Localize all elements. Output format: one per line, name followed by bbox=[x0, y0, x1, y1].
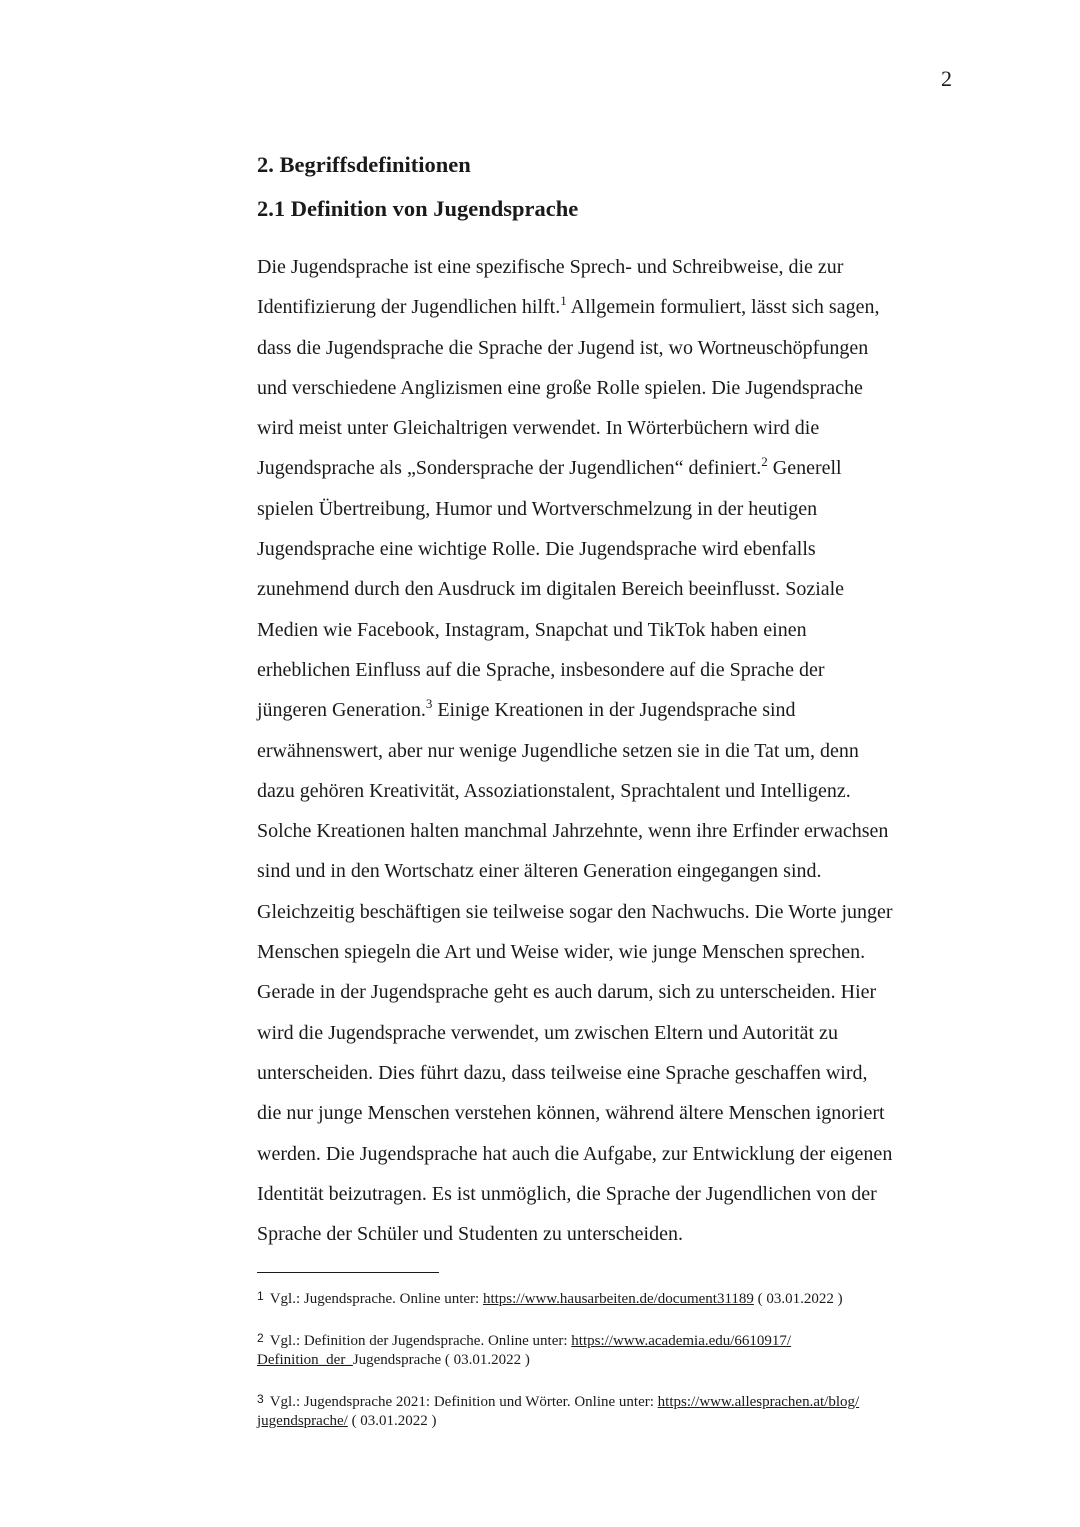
text-line: Gleichzeitig beschäftigen sie teilweise sogar den Nachwuchs. Die Worte junger bbox=[257, 900, 893, 923]
footnote-text: Vgl.: Definition der Jugendsprache. Online unter: bbox=[269, 1333, 572, 1349]
footnote-3 bbox=[257, 1390, 957, 1431]
section-heading: 2. Begriffsdefinitionen bbox=[257, 152, 471, 177]
subsection-heading: 2.1 Definition von Jugendsprache bbox=[257, 196, 579, 221]
text-line: erheblichen Einfluss auf die Sprache, insbesondere auf die Sprache der bbox=[257, 658, 825, 681]
footnote-link[interactable]: https://www.allesprachen.at/blog/ bbox=[657, 1394, 860, 1410]
text-line bbox=[257, 690, 957, 730]
footnote-separator bbox=[257, 1272, 439, 1273]
text-line: unterscheiden. Dies führt dazu, dass teilweise eine Sprache geschaffen wird, bbox=[257, 1061, 868, 1084]
footnote-1 bbox=[257, 1287, 957, 1309]
text-line: Medien wie Facebook, Instagram, Snapchat und TikTok haben einen bbox=[257, 618, 807, 641]
footnote-ref-1[interactable]: 1 bbox=[560, 293, 567, 309]
text-segment: jüngeren Generation. bbox=[257, 699, 426, 722]
footnote-date: ( 03.01.2022 ) bbox=[347, 1413, 437, 1429]
footnote-text-continuation: Jugendsprache bbox=[352, 1352, 442, 1368]
text-segment: Generell bbox=[767, 457, 842, 480]
text-line: Solche Kreationen halten manchmal Jahrzehnte, wenn ihre Erfinder erwachsen bbox=[257, 820, 889, 843]
text-segment: Jugendsprache als „Sondersprache der Jugendlichen“ definiert. bbox=[257, 457, 762, 480]
footnote-mark: 3 bbox=[257, 1392, 264, 1406]
footnote-link[interactable]: https://www.hausarbeiten.de/document31189 bbox=[482, 1291, 754, 1307]
text-line: und verschiedene Anglizismen eine große Rolle spielen. Die Jugendsprache bbox=[257, 376, 863, 399]
footnote-ref-2[interactable]: 2 bbox=[761, 454, 768, 470]
footnotes bbox=[257, 1287, 957, 1451]
text-line: Menschen spiegeln die Art und Weise wider, wie junge Menschen sprechen. bbox=[257, 941, 866, 964]
text-line: zunehmend durch den Ausdruck im digitalen Bereich beeinflusst. Soziale bbox=[257, 578, 845, 601]
text-line: Sprache der Schüler und Studenten zu unterscheiden. bbox=[257, 1223, 683, 1246]
footnote-link-continuation[interactable]: Definition_der_ bbox=[257, 1352, 353, 1368]
text-line: sind und in den Wortschatz einer älteren Generation eingegangen sind. bbox=[257, 860, 822, 883]
footnote-mark: 1 bbox=[257, 1289, 264, 1303]
footnote-2 bbox=[257, 1329, 957, 1370]
text-line: wird die Jugendsprache verwendet, um zwischen Eltern und Autorität zu bbox=[257, 1021, 838, 1044]
text-line: dazu gehören Kreativität, Assoziationstalent, Sprachtalent und Intelligenz. bbox=[257, 779, 851, 802]
text-segment: Einige Kreationen in der Jugendsprache sind bbox=[432, 699, 796, 722]
text-line: spielen Übertreibung, Humor und Wortverschmelzung in der heutigen bbox=[257, 497, 818, 520]
footnote-ref-3[interactable]: 3 bbox=[425, 696, 433, 712]
text-line: Identität beizutragen. Es ist unmöglich, die Sprache der Jugendlichen von der bbox=[257, 1182, 877, 1205]
footnote-date: ( 03.01.2022 ) bbox=[753, 1291, 843, 1307]
text-line: wird meist unter Gleichaltrigen verwendet. In Wörterbüchern wird die bbox=[257, 417, 820, 440]
text-line bbox=[257, 287, 957, 327]
text-line: Gerade in der Jugendsprache geht es auch darum, sich zu unterscheiden. Hier bbox=[257, 981, 877, 1004]
text-line bbox=[257, 448, 957, 488]
footnote-link[interactable]: https://www.academia.edu/6610917/ bbox=[571, 1333, 792, 1349]
footnote-date: ( 03.01.2022 ) bbox=[441, 1352, 530, 1368]
text-segment: Allgemein formuliert, lässt sich sagen, bbox=[566, 296, 880, 319]
text-line: die nur junge Menschen verstehen können, während ältere Menschen ignoriert bbox=[257, 1102, 885, 1125]
body-paragraph bbox=[257, 247, 957, 1254]
footnote-text: Vgl.: Jugendsprache 2021: Definition und Wörter. Online unter: bbox=[269, 1394, 658, 1410]
page-number: 2 bbox=[941, 66, 952, 91]
text-line: dass die Jugendsprache die Sprache der Jugend ist, wo Wortneuschöpfungen bbox=[257, 336, 869, 359]
text-line: Jugendsprache eine wichtige Rolle. Die Jugendsprache wird ebenfalls bbox=[257, 538, 816, 561]
text-line: Die Jugendsprache ist eine spezifische Sprech- und Schreibweise, die zur bbox=[257, 256, 844, 278]
footnote-mark: 2 bbox=[257, 1331, 264, 1345]
footnote-text: Vgl.: Jugendsprache. Online unter: bbox=[269, 1291, 483, 1307]
text-line: erwähnenswert, aber nur wenige Jugendliche setzen sie in die Tat um, denn bbox=[257, 739, 859, 762]
footnote-link-continuation[interactable]: jugendsprache/ bbox=[257, 1413, 348, 1429]
text-line: werden. Die Jugendsprache hat auch die Aufgabe, zur Entwicklung der eigenen bbox=[257, 1142, 893, 1165]
text-segment: Identifizierung der Jugendlichen hilft. bbox=[257, 296, 561, 319]
